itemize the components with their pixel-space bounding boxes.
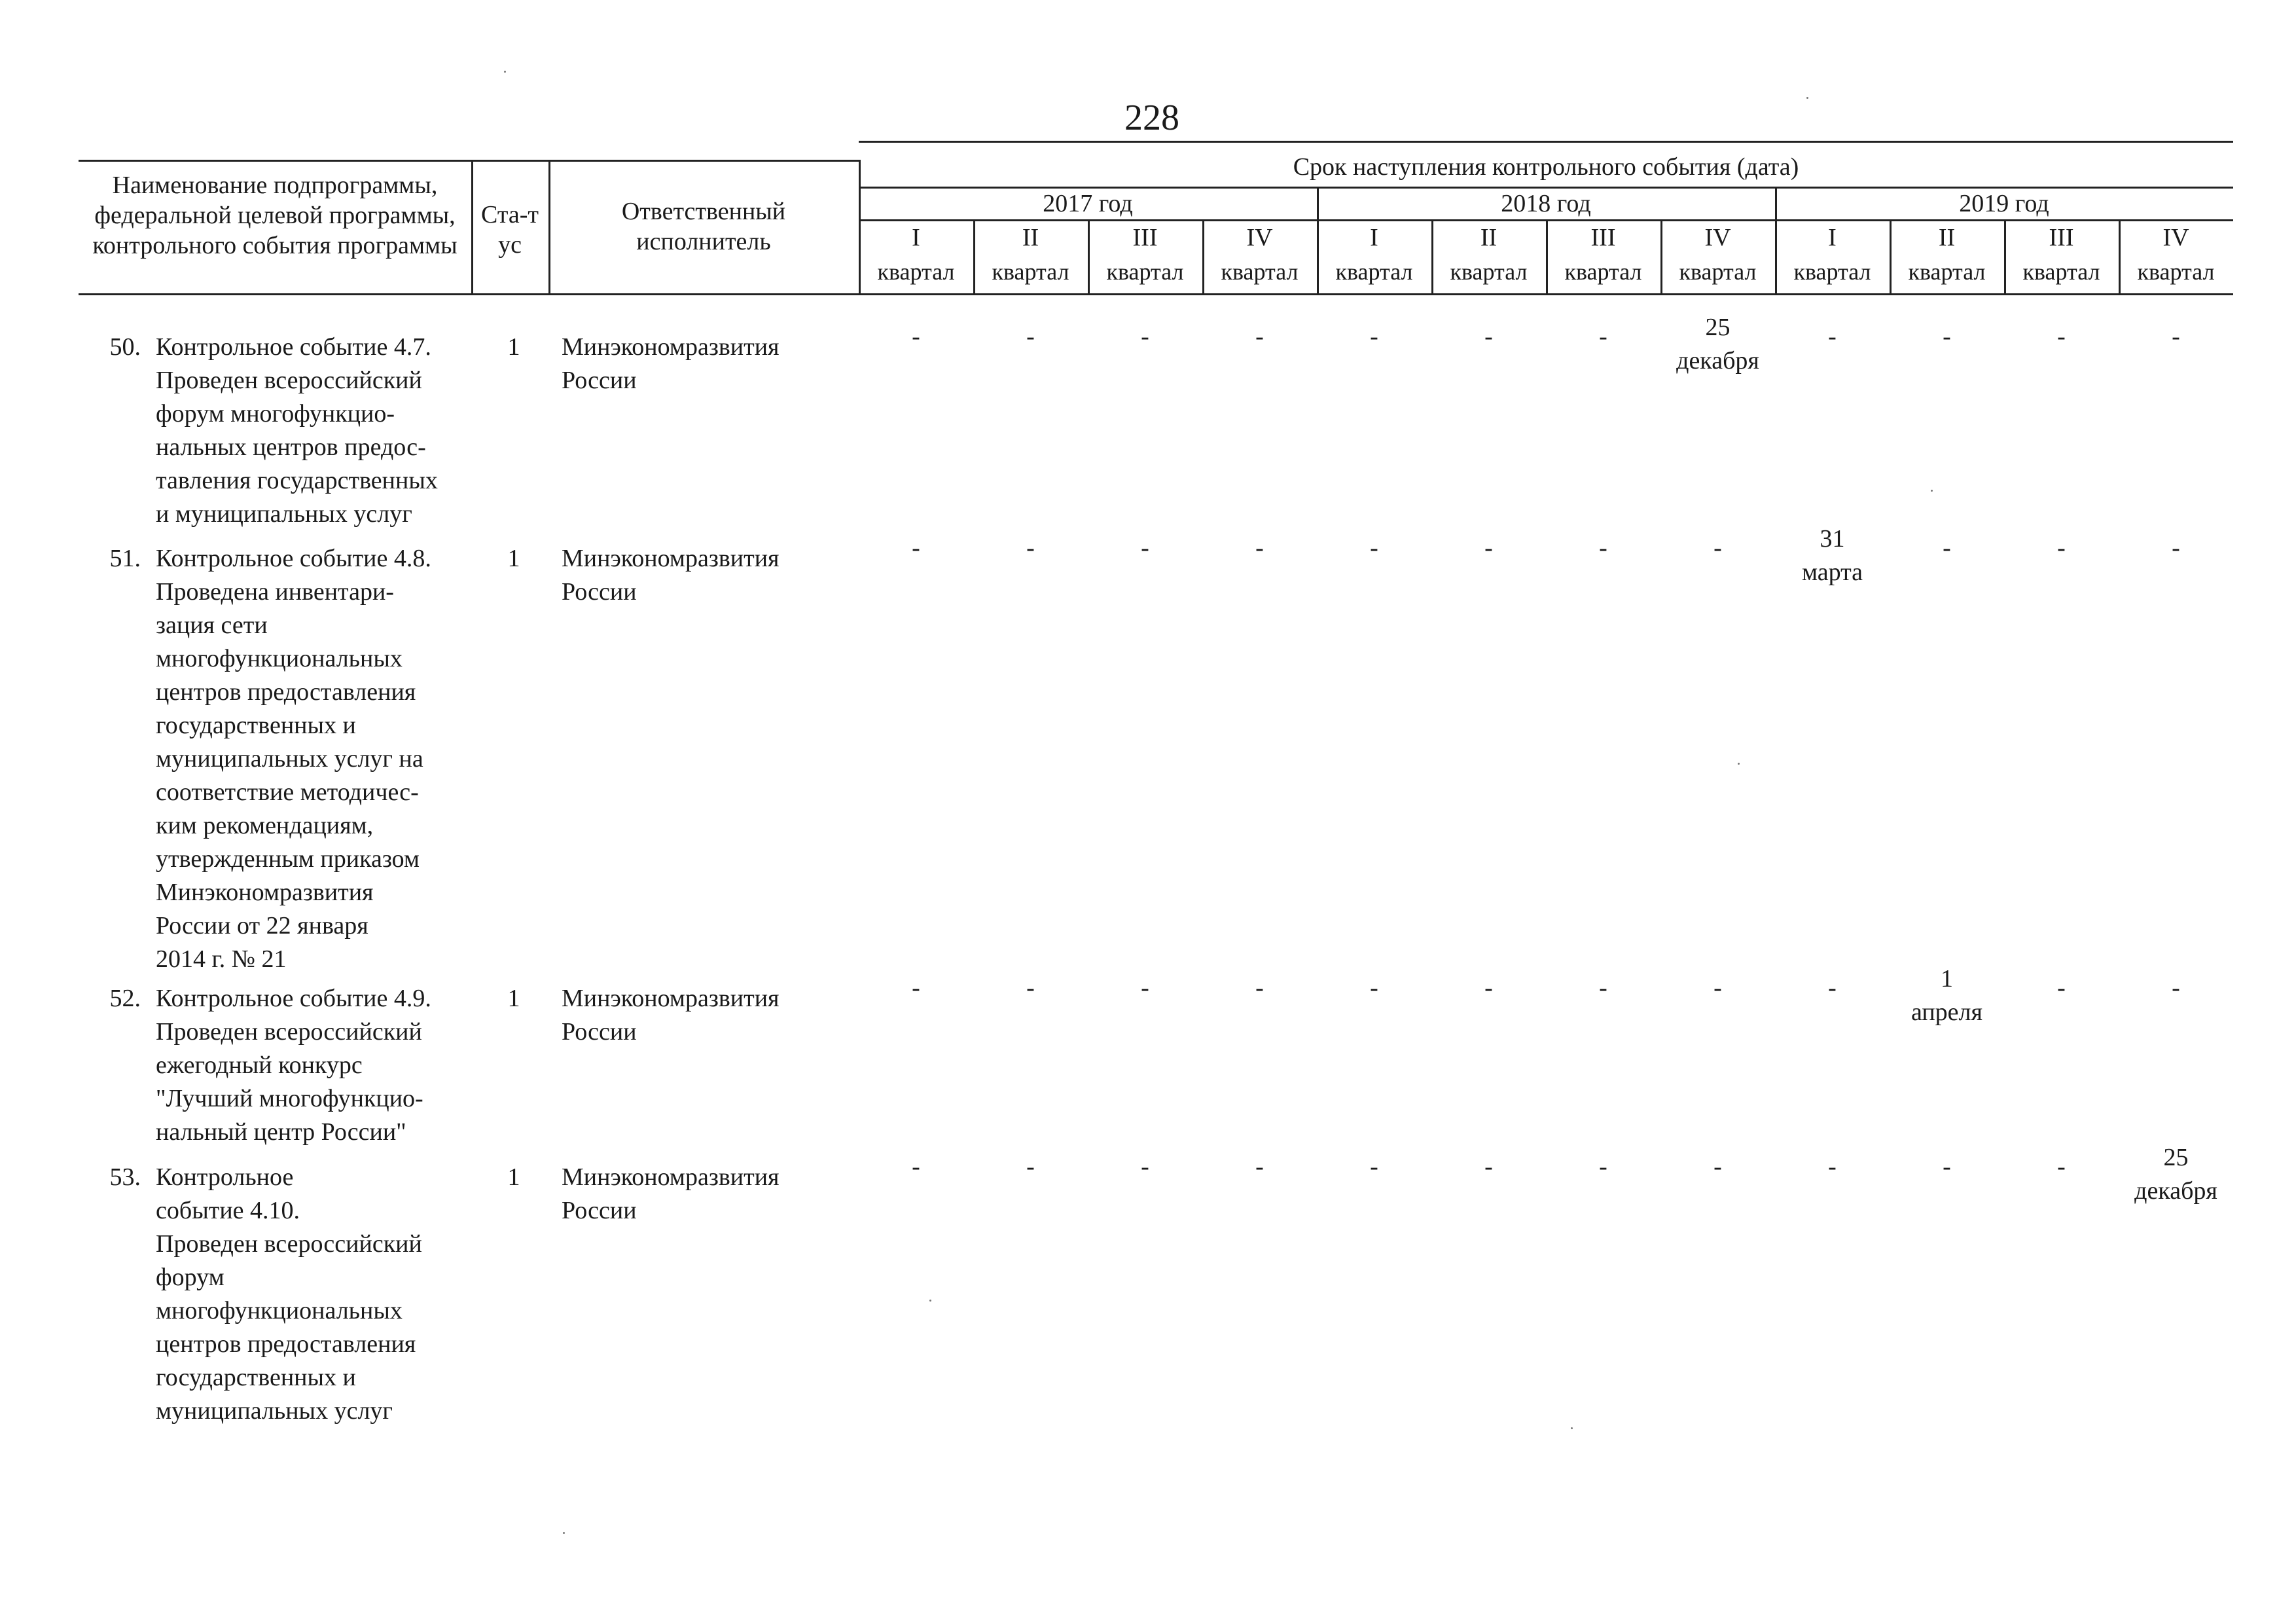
quarter-date-part: апреля: [1910, 998, 1982, 1026]
quarter-date-part: декабря: [2134, 1177, 2217, 1205]
event-name-line: Проведен всероссийский: [156, 367, 422, 394]
quarter-dash: -: [1370, 974, 1378, 1002]
quarter-label: квартал: [1793, 259, 1871, 285]
quarter-dash: -: [1484, 1153, 1493, 1180]
event-name-line: Контрольное событие 4.8.: [156, 545, 431, 572]
quarter-date-part: марта: [1801, 558, 1863, 586]
header-divider-status: [548, 160, 550, 293]
quarter-dash: -: [1943, 323, 1951, 350]
quarter-dash: -: [1255, 323, 1264, 350]
quarter-dash: -: [1713, 534, 1722, 562]
event-name-line: государственных и: [156, 712, 356, 739]
status-column-header: Ста-тус: [480, 201, 539, 259]
row-number: 52.: [109, 985, 141, 1012]
event-name-line: форум многофункцио-: [156, 400, 395, 428]
executor-column-header: Ответственный исполнитель: [621, 198, 786, 255]
executor-line: России: [562, 1018, 637, 1046]
quarter-dash: -: [2057, 974, 2066, 1002]
quarter-divider: [1431, 219, 1433, 293]
quarter-dash: -: [1141, 1153, 1149, 1180]
quarter-divider: [1890, 219, 1892, 293]
quarter-dash: -: [1599, 1153, 1607, 1180]
quarter-numeral: II: [1022, 224, 1039, 251]
quarter-dash: -: [1255, 534, 1264, 562]
quarter-numeral: II: [1938, 224, 1956, 251]
responsible-executor: [562, 982, 850, 1049]
status-value: 1: [507, 333, 520, 361]
quarter-divider: [1660, 219, 1662, 293]
quarter-numeral: II: [1480, 224, 1498, 251]
quarter-dash: -: [1943, 1153, 1951, 1180]
event-name-line: зация сети: [156, 611, 268, 639]
event-name: [156, 1161, 470, 1428]
event-name-line: Проведена инвентари-: [156, 578, 394, 606]
quarter-divider: [2004, 219, 2006, 293]
quarter-dash: -: [1370, 534, 1378, 562]
scan-speck: [1806, 97, 1808, 99]
status-value: 1: [507, 985, 520, 1012]
table-top-rule: [859, 141, 2233, 143]
event-name: [156, 982, 470, 1149]
quarter-dash: -: [912, 323, 920, 350]
header-bottom-rule: [79, 293, 2233, 295]
event-name-line: многофункциональных: [156, 645, 403, 672]
quarter-dash: -: [1943, 534, 1951, 562]
quarter-dash: -: [1026, 1153, 1035, 1180]
event-name-line: ежегодный конкурс: [156, 1051, 363, 1079]
event-name-line: Минэкономразвития: [156, 879, 374, 906]
header-divider-name: [471, 160, 473, 293]
scan-speck: [1931, 490, 1933, 492]
page-number: 228: [1124, 98, 1179, 138]
executor-line: Минэкономразвития: [562, 985, 780, 1012]
quarter-dash: -: [1255, 1153, 1264, 1180]
executor-line: России: [562, 1197, 637, 1224]
executor-line: России: [562, 578, 637, 606]
quarter-label: квартал: [1335, 259, 1413, 285]
event-name-line: Проведен всероссийский: [156, 1230, 422, 1258]
quarter-date: [1777, 522, 1888, 589]
deadline-column-header: Срок наступления контрольного события (дата): [1293, 153, 1799, 181]
quarter-date-part: декабря: [1676, 347, 1759, 374]
quarter-dash: -: [1484, 974, 1493, 1002]
quarter-dash: -: [1828, 323, 1837, 350]
quarter-numeral: IV: [1246, 224, 1273, 251]
scan-speck: [929, 1300, 931, 1302]
quarter-dash: -: [912, 1153, 920, 1180]
scan-speck: [563, 1532, 565, 1534]
quarter-dash: -: [1141, 974, 1149, 1002]
row-number: 51.: [109, 545, 141, 572]
quarter-label: квартал: [992, 259, 1069, 285]
status-value: 1: [507, 545, 520, 572]
quarter-divider: [1546, 219, 1548, 293]
responsible-executor: [562, 1161, 850, 1228]
quarter-numeral: I: [912, 224, 920, 251]
quarter-dash: -: [1370, 1153, 1378, 1180]
quarter-label: квартал: [2137, 259, 2215, 285]
event-name-line: Контрольное: [156, 1163, 294, 1191]
quarter-dash: -: [912, 974, 920, 1002]
quarter-label: квартал: [2022, 259, 2100, 285]
quarter-date-part: 25: [1705, 314, 1731, 341]
quarter-numeral: I: [1828, 224, 1837, 251]
scan-speck: [1571, 1427, 1573, 1429]
quarter-dash: -: [1141, 323, 1149, 350]
quarter-date: [2121, 1141, 2232, 1208]
executor-line: Минэкономразвития: [562, 333, 780, 361]
row-number: 50.: [109, 333, 141, 361]
event-name-line: и муниципальных услуг: [156, 500, 412, 528]
executor-line: Минэкономразвития: [562, 1163, 780, 1191]
quarter-dash: -: [1026, 974, 1035, 1002]
event-name-line: муниципальных услуг на: [156, 745, 423, 773]
quarter-date: [1662, 311, 1774, 378]
quarter-numeral: IV: [2162, 224, 2189, 251]
scan-speck: [504, 71, 506, 73]
quarter-dash: -: [2057, 1153, 2066, 1180]
executor-line: Минэкономразвития: [562, 545, 780, 572]
event-name-line: многофункциональных: [156, 1297, 403, 1324]
quarter-numeral: III: [1132, 224, 1158, 251]
event-name-line: центров предоставления: [156, 1330, 416, 1358]
scan-speck: [1738, 763, 1740, 765]
quarter-dash: -: [1828, 974, 1837, 1002]
year-header: 2018 год: [1501, 190, 1591, 217]
quarter-dash: -: [1484, 534, 1493, 562]
event-name: [156, 331, 470, 531]
quarter-date-part: 1: [1941, 965, 1953, 993]
quarter-label: квартал: [1450, 259, 1528, 285]
quarter-numeral: IV: [1704, 224, 1731, 251]
executor-line: России: [562, 367, 637, 394]
quarter-dash: -: [1599, 974, 1607, 1002]
event-name-line: Контрольное событие 4.9.: [156, 985, 431, 1012]
event-name-line: нальный центр России": [156, 1118, 406, 1146]
table-top-rule-left: [79, 160, 859, 162]
quarter-dash: -: [2172, 323, 2180, 350]
event-name-line: муниципальных услуг: [156, 1397, 393, 1425]
year-header: 2017 год: [1043, 190, 1133, 217]
event-name-line: событие 4.10.: [156, 1197, 300, 1224]
quarter-label: квартал: [1221, 259, 1299, 285]
event-name-line: "Лучший многофункцио-: [156, 1085, 423, 1112]
quarter-dash: -: [1599, 534, 1607, 562]
quarter-label: квартал: [1564, 259, 1642, 285]
event-name-line: утвержденным приказом: [156, 845, 420, 873]
quarter-divider: [1088, 219, 1090, 293]
responsible-executor: [562, 542, 850, 609]
quarter-dash: -: [1370, 323, 1378, 350]
quarter-dash: -: [2057, 534, 2066, 562]
quarter-dash: -: [1141, 534, 1149, 562]
quarter-dash: -: [1713, 974, 1722, 1002]
quarter-numeral: I: [1370, 224, 1378, 251]
quarter-label: квартал: [877, 259, 955, 285]
quarter-divider: [973, 219, 975, 293]
quarter-divider: [1202, 219, 1204, 293]
quarter-dash: -: [1026, 323, 1035, 350]
event-name-line: центров предоставления: [156, 678, 416, 706]
name-column-header: Наименование подпрограммы, федеральной целевой программы, контрольного события программы: [92, 172, 457, 259]
row-number: 53.: [109, 1163, 141, 1191]
quarter-numeral: III: [2049, 224, 2074, 251]
quarter-dash: -: [1713, 1153, 1722, 1180]
quarter-label: квартал: [1106, 259, 1184, 285]
quarter-dash: -: [912, 534, 920, 562]
quarter-label: квартал: [1908, 259, 1986, 285]
quarter-label: квартал: [1679, 259, 1757, 285]
year-header: 2019 год: [1959, 190, 2049, 217]
quarter-date: [1892, 962, 2003, 1029]
status-value: 1: [507, 1163, 520, 1191]
quarter-divider: [2119, 219, 2121, 293]
event-name-line: Контрольное событие 4.7.: [156, 333, 431, 361]
quarter-numeral: III: [1590, 224, 1616, 251]
quarter-dash: -: [1026, 534, 1035, 562]
quarter-dash: -: [2057, 323, 2066, 350]
event-name-line: соответствие методичес-: [156, 778, 419, 806]
quarter-dash: -: [1255, 974, 1264, 1002]
responsible-executor: [562, 331, 850, 397]
event-name: [156, 542, 470, 976]
event-name-line: форум: [156, 1264, 224, 1291]
event-name-line: тавления государственных: [156, 467, 438, 494]
quarter-dash: -: [1828, 1153, 1837, 1180]
quarter-date-part: 25: [2163, 1144, 2189, 1171]
event-name-line: России от 22 января: [156, 912, 368, 939]
event-name-line: ким рекомендациям,: [156, 812, 374, 839]
event-name-line: Проведен всероссийский: [156, 1018, 422, 1046]
event-name-line: нальных центров предос-: [156, 433, 426, 461]
quarter-dash: -: [1599, 323, 1607, 350]
quarter-date-part: 31: [1820, 525, 1845, 553]
quarter-dash: -: [2172, 974, 2180, 1002]
event-name-line: государственных и: [156, 1364, 356, 1391]
quarter-dash: -: [1484, 323, 1493, 350]
event-name-line: 2014 г. № 21: [156, 945, 287, 973]
quarter-dash: -: [2172, 534, 2180, 562]
